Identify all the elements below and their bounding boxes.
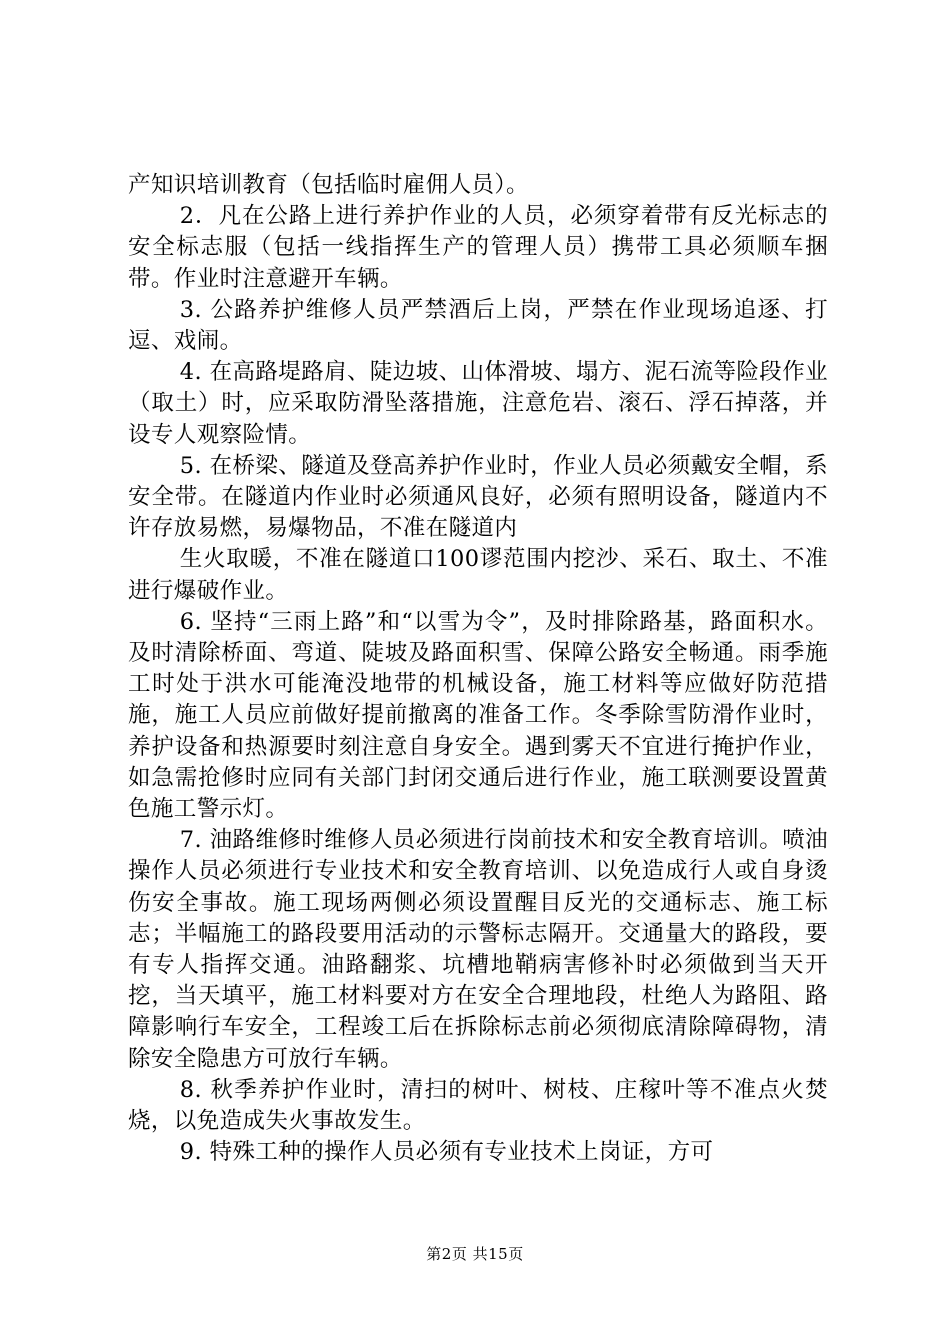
paragraph-2: 2．凡在公路上进行养护作业的人员，必须穿着带有反光标志的安全标志服（包括一线指挥生产的管理人员）携带工具必须顺车捆带。作业时注意避开车辆。 xyxy=(128,203,828,292)
page-number-footer: 第2页 共15页 xyxy=(426,1245,524,1263)
paragraph-1: 产知识培训教育（包括临时雇佣人员）。 xyxy=(128,172,529,198)
paragraph-7: 6. 坚持“三雨上路”和“以雪为令”，及时排除路基，路面积水。及时清除桥面、弯道、陡坡及路面积雪、保障公路安全畅通。雨季施工时处于洪水可能淹没地带的机械设备，施工材料等应做好防范措施，施工人员应前做好提前撤离的准备工作。冬季除雪防滑作业时，养护设备和热源要时刻注意自身安全。遇到雾天不宜进行掩护作业，如急需抢修时应同有关部门封闭交通后进行作业，施工联测要设置黄色施工警示灯。 xyxy=(128,608,828,823)
document-body xyxy=(128,170,828,1169)
paragraph-10: 9. 特殊工种的操作人员必须有专业技术上岗证，方可 xyxy=(179,1139,714,1166)
paragraph-9: 8. 秋季养护作业时，清扫的树叶、树枝、庄稼叶等不准点火焚烧，以免造成失火事故发生。 xyxy=(128,1076,828,1135)
paragraph-3: 3. 公路养护维修人员严禁酒后上岗，严禁在作业现场追逐、打逗、戏闹。 xyxy=(128,296,828,355)
paragraph-6: 生火取暖，不准在隧道口100谬范围内挖沙、采石、取土、不准进行爆破作业。 xyxy=(128,546,828,604)
paragraph-8: 7. 油路维修时维修人员必须进行岗前技术和安全教育培训。喷油操作人员必须进行专业技术和安全教育培训、以免造成行人或自身烫伤安全事故。施工现场两侧必须设置醒目反光的交通标志、施工标志；半幅施工的路段要用活动的示警标志隔开。交通量大的路段，要有专人指挥交通。油路翻浆、坑槽地鞘病害修补时必须做到当天开挖，当天填平，施工材料要对方在安全合理地段，杜绝人为路阻、路障影响行车安全，工程竣工后在拆除标志前必须彻底清除障碍物，清除安全隐患方可放行车辆。 xyxy=(128,827,828,1072)
paragraph-4: 4. 在高路堤路肩、陡边坡、山体滑坡、塌方、泥石流等险段作业（取土）时，应采取防滑坠落措施，注意危岩、滚石、浮石掉落，并设专人观察险情。 xyxy=(128,359,828,448)
paragraph-5: 5. 在桥梁、隧道及登高养护作业时，作业人员必须戴安全帽，系安全带。在隧道内作业时必须通风良好，必须有照明设备，隧道内不许存放易燃，易爆物品，不准在隧道内 xyxy=(128,452,828,542)
